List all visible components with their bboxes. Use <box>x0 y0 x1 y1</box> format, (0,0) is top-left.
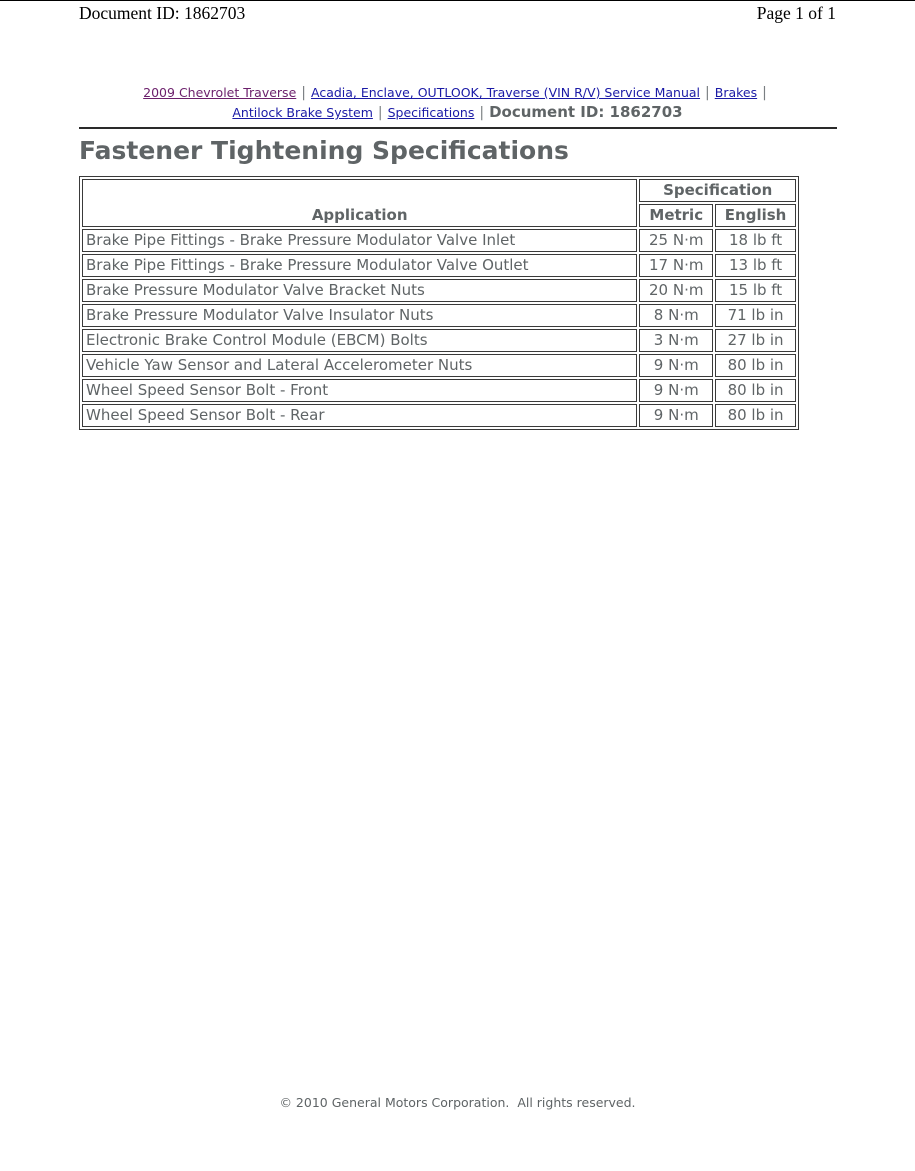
fastener-spec-table <box>79 176 799 430</box>
copyright-footer: © 2010 General Motors Corporation. All rights reserved. <box>279 1095 636 1110</box>
page-header <box>79 3 836 25</box>
column-header-specification: Specification <box>639 179 796 202</box>
breadcrumb-line-1 <box>79 83 836 103</box>
cell-application: Brake Pressure Modulator Valve Insulator Nuts <box>82 304 637 327</box>
breadcrumb <box>79 83 836 123</box>
column-header-application: Application <box>82 179 637 227</box>
breadcrumb-separator: | <box>479 105 485 121</box>
cell-english: 80 lb in <box>715 404 796 427</box>
breadcrumb-link-service-manual[interactable]: Acadia, Enclave, OUTLOOK, Traverse (VIN R/V) Service Manual <box>310 85 701 100</box>
column-header-english: English <box>715 204 796 227</box>
table-row <box>82 279 796 302</box>
header-page-number: Page 1 of 1 <box>756 3 836 23</box>
breadcrumb-link-antilock-brake-system[interactable]: Antilock Brake System <box>232 105 373 120</box>
breadcrumb-separator: | <box>762 85 767 101</box>
cell-metric: 25 N·m <box>639 229 713 252</box>
page-title: Fastener Tightening Specifications <box>79 136 569 165</box>
cell-metric: 3 N·m <box>639 329 713 352</box>
column-header-metric: Metric <box>639 204 713 227</box>
table-row <box>82 304 796 327</box>
cell-english: 15 lb ft <box>715 279 796 302</box>
cell-metric: 17 N·m <box>639 254 713 277</box>
cell-english: 71 lb in <box>715 304 796 327</box>
cell-metric: 9 N·m <box>639 404 713 427</box>
cell-metric: 9 N·m <box>639 379 713 402</box>
breadcrumb-link-vehicle[interactable]: 2009 Chevrolet Traverse <box>143 85 297 100</box>
breadcrumb-link-brakes[interactable]: Brakes <box>714 85 758 100</box>
table-row <box>82 379 796 402</box>
header-document-id: Document ID: 1862703 <box>79 3 246 23</box>
cell-application: Wheel Speed Sensor Bolt - Rear <box>82 404 637 427</box>
cell-english: 27 lb in <box>715 329 796 352</box>
breadcrumb-document-id: Document ID: 1862703 <box>489 103 683 121</box>
breadcrumb-separator: | <box>705 85 710 101</box>
breadcrumb-separator: | <box>377 105 383 121</box>
cell-metric: 20 N·m <box>639 279 713 302</box>
cell-english: 80 lb in <box>715 379 796 402</box>
cell-application: Vehicle Yaw Sensor and Lateral Accelerometer Nuts <box>82 354 637 377</box>
cell-application: Brake Pipe Fittings - Brake Pressure Modulator Valve Outlet <box>82 254 637 277</box>
cell-application: Brake Pipe Fittings - Brake Pressure Modulator Valve Inlet <box>82 229 637 252</box>
cell-application: Wheel Speed Sensor Bolt - Front <box>82 379 637 402</box>
cell-english: 18 lb ft <box>715 229 796 252</box>
cell-application: Brake Pressure Modulator Valve Bracket Nuts <box>82 279 637 302</box>
table-row <box>82 404 796 427</box>
breadcrumb-separator: | <box>301 85 306 101</box>
title-divider <box>79 127 837 129</box>
table-row <box>82 254 796 277</box>
cell-english: 13 lb ft <box>715 254 796 277</box>
top-rule <box>0 0 915 1</box>
table-row <box>82 354 796 377</box>
breadcrumb-link-specifications[interactable]: Specifications <box>387 105 475 120</box>
table-header-row <box>82 179 796 202</box>
cell-metric: 8 N·m <box>639 304 713 327</box>
cell-application: Electronic Brake Control Module (EBCM) Bolts <box>82 329 637 352</box>
cell-metric: 9 N·m <box>639 354 713 377</box>
breadcrumb-line-2 <box>79 103 836 123</box>
cell-english: 80 lb in <box>715 354 796 377</box>
table-row <box>82 229 796 252</box>
table-row <box>82 329 796 352</box>
